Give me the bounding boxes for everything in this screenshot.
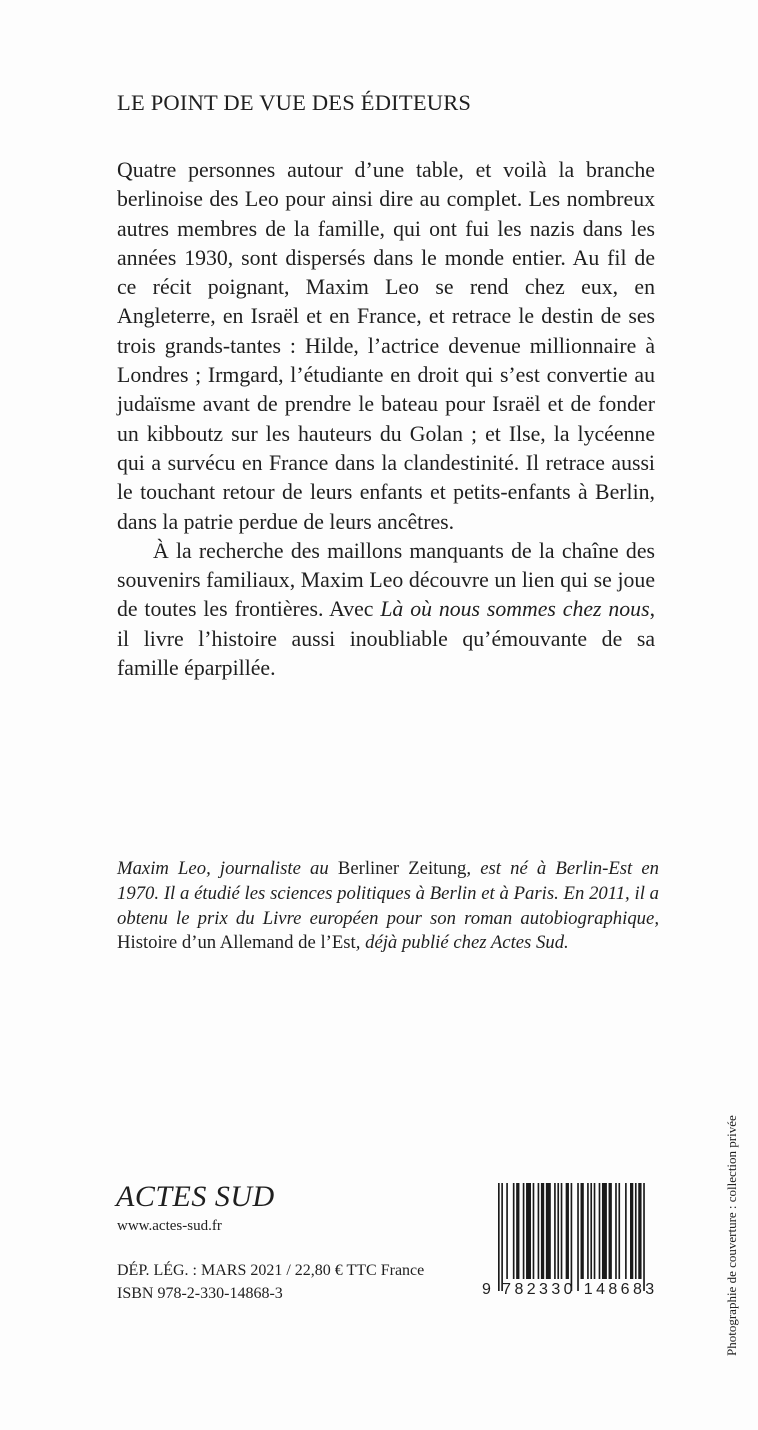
- barcode-bar: [516, 1183, 519, 1279]
- barcode-bar: [501, 1183, 503, 1291]
- book-title-italic: Là où nous sommes chez nous: [380, 597, 650, 622]
- barcode-bar: [590, 1183, 592, 1279]
- legal-deposit-price: DÉP. LÉG. : MARS 2021 / 22,80 € TTC France: [117, 1262, 425, 1279]
- bio-book-title: Histoire d’un Allemand de l’Est: [117, 932, 356, 954]
- barcode-bar: [523, 1183, 525, 1279]
- barcode-bar: [599, 1183, 601, 1279]
- barcode-bar: [554, 1183, 556, 1279]
- barcode-bar: [571, 1183, 573, 1291]
- barcode-bar: [602, 1183, 607, 1279]
- bio-text-1: Maxim Leo, journaliste au: [117, 858, 338, 879]
- blurb-p2-text-a: À la recherche des maillons manquants de la chaîne des souvenirs familiaux, Maxim Leo découvre un lien qui se joue de toutes les frontières. Avec: [117, 538, 655, 622]
- barcode-bar: [581, 1183, 584, 1279]
- barcode-bar: [587, 1183, 589, 1279]
- barcode-bar: [513, 1183, 515, 1279]
- blurb-paragraph-1: Quatre personnes autour d’une table, et voilà la branche berlinoise des Leo pour ainsi dire au complet. Les nombreux autres membres de la famille, qui ont fui les nazis dans les années 1930, sont dispersés dans le monde entier. Au fil de ce récit poignant, Maxim Leo se rend chez eux, en Angleterre, en Israël et en France, et retrace le destin de ses trois grands-tantes : Hilde, l’actrice devenue millionnaire à Londres ; Irmgard, l’étudiante en droit qui s’est convertie au judaïsme avant de prendre le bateau pour Israël et de fonder un kibboutz sur les hauteurs du Golan ; et Ilse, la lycéenne qui a survécu en France dans la clandestinité. Il retrace aussi le touchant retour de leurs enfants et petits-enfants à Berlin, dans la patrie perdue de leurs ancêtres.: [117, 158, 655, 534]
- bio-newspaper: Berliner Zeitung: [337, 858, 467, 879]
- barcode-bar: [577, 1183, 579, 1291]
- barcode-bar: [594, 1183, 596, 1279]
- barcode-bar: [526, 1183, 531, 1279]
- barcode-bars: [496, 1183, 656, 1293]
- blurb-paragraph-2: [117, 537, 655, 683]
- barcode-bar: [533, 1183, 535, 1279]
- barcode-bar: [625, 1183, 627, 1279]
- isbn: ISBN 978-2-330-14868-3: [117, 1285, 283, 1302]
- barcode: [482, 1183, 667, 1303]
- bio-text-2: , est né à Berlin-Est en 1970. Il a étudié les sciences politiques à Berlin et à Paris. En 2011, il a obtenu le prix du Livre européen pour son roman autobiographique,: [117, 858, 660, 929]
- barcode-bar: [498, 1183, 500, 1291]
- blurb-p2-text-b: , il livre l’histoire aussi inoubliable qu’émouvante de sa famille éparpillée.: [117, 597, 656, 681]
- barcode-bar: [638, 1183, 641, 1279]
- photo-credit: [722, 1016, 746, 1356]
- bio-text-3: , déjà publié chez Actes Sud.: [355, 932, 569, 954]
- barcode-bar: [609, 1183, 612, 1279]
- barcode-digits: 9 782330 148683: [482, 1281, 658, 1298]
- barcode-bar: [635, 1183, 637, 1279]
- barcode-bar: [643, 1183, 645, 1291]
- barcode-bar: [618, 1183, 620, 1279]
- barcode-bar: [615, 1183, 617, 1279]
- barcode-bar: [538, 1183, 540, 1279]
- author-bio: [117, 857, 659, 956]
- section-title: LE POINT DE VUE DES ÉDITEURS: [117, 90, 472, 115]
- barcode-bar: [557, 1183, 559, 1279]
- barcode-bar: [506, 1183, 508, 1279]
- publisher-logo: ACTES SUD: [116, 1180, 275, 1213]
- barcode-bar: [566, 1183, 569, 1279]
- publisher-blurb: [117, 156, 655, 683]
- barcode-bar: [541, 1183, 544, 1279]
- barcode-bar: [546, 1183, 551, 1279]
- publisher-url: www.actes-sud.fr: [117, 1218, 222, 1234]
- photo-credit-text: Photographie de couverture : collection privée: [724, 1115, 739, 1356]
- barcode-bar: [630, 1183, 633, 1279]
- barcode-bar: [561, 1183, 563, 1279]
